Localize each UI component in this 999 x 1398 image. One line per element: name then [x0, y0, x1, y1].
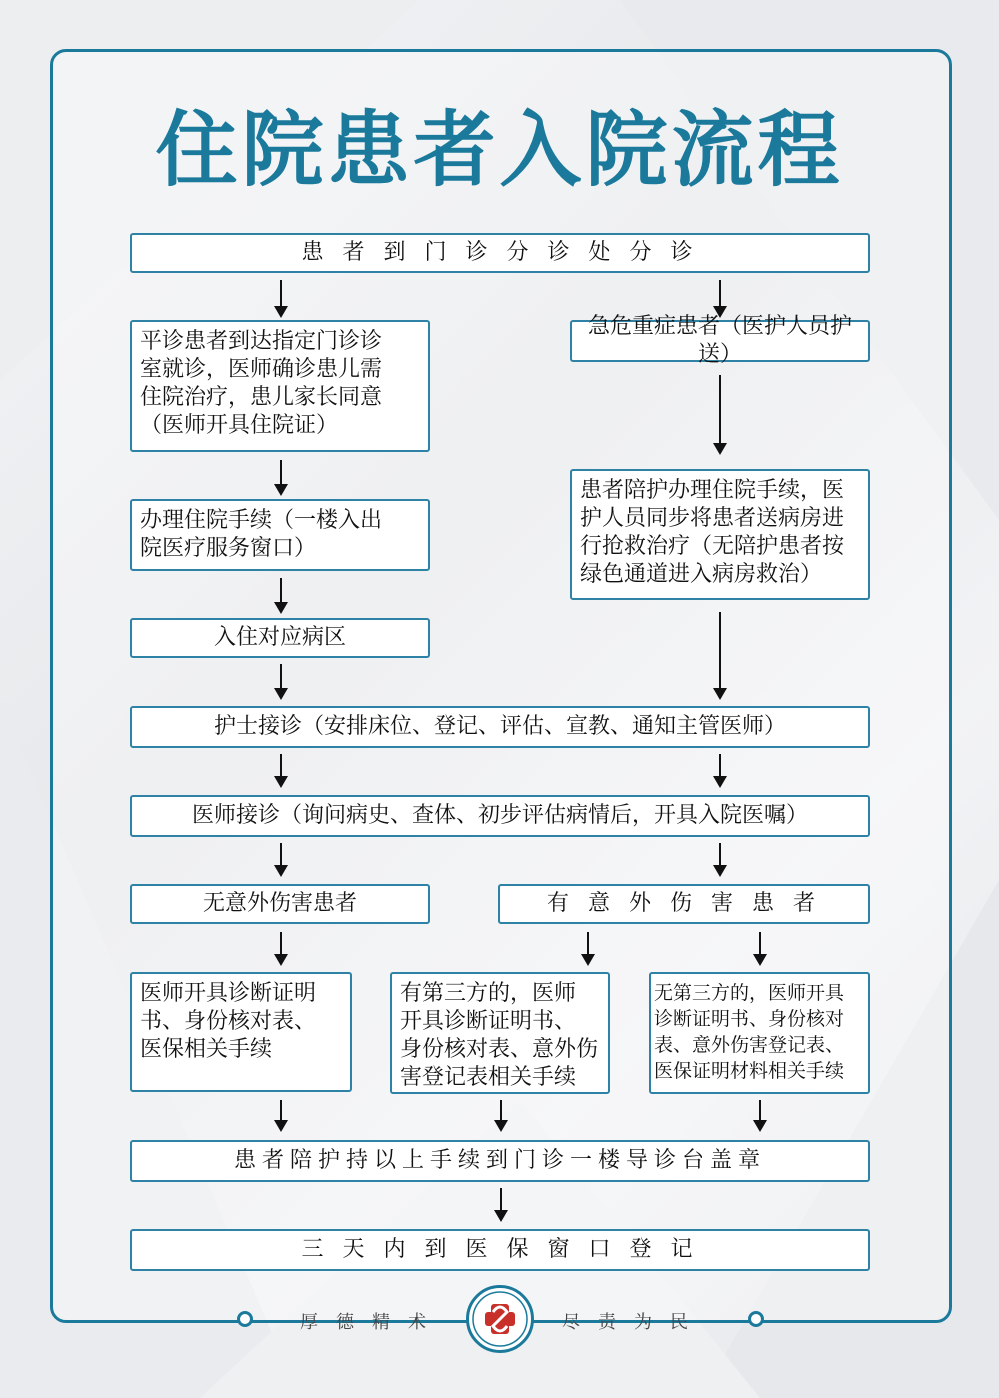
step-handle-admission: 办理住院手续（一楼入出 院医疗服务窗口）	[130, 499, 430, 571]
step-stamp: 患者陪护持以上手续到门诊一楼导诊台盖章	[130, 1140, 870, 1182]
step-emergency-patient: 急危重症患者（医护人员护送）	[570, 320, 870, 362]
step-third-party-docs: 有第三方的，医师 开具诊断证明书、 身份核对表、意外伤 害登记表相关手续	[390, 972, 610, 1094]
step-injury: 有 意 外 伤 害 患 者	[498, 884, 870, 924]
arrow	[719, 754, 721, 778]
step-start: 患 者 到 门 诊 分 诊 处 分 诊	[130, 233, 870, 273]
step-no-injury: 无意外伤害患者	[130, 884, 430, 924]
page-title: 住院患者入院流程	[155, 103, 844, 198]
arrow	[500, 1188, 502, 1212]
step-register: 三 天 内 到 医 保 窗 口 登 记	[130, 1229, 870, 1271]
arrow	[280, 754, 282, 778]
arrow	[280, 460, 282, 486]
arrow	[280, 843, 282, 867]
footer-motto-right: 尽责为民	[562, 1312, 706, 1333]
step-no-third-party-docs: 无第三方的，医师开具 诊断证明书、身份核对 表、意外伤害登记表、 医保证明材料相关手续	[649, 972, 870, 1094]
arrow	[280, 578, 282, 604]
footer-dot-left	[237, 1311, 253, 1327]
step-no-injury-docs: 医师开具诊断证明 书、身份核对表、 医保相关手续	[130, 972, 352, 1092]
step-nurse-reception: 护士接诊（安排床位、登记、评估、宣教、通知主管医师）	[130, 706, 870, 748]
footer-motto-left: 厚德精术	[300, 1312, 444, 1333]
arrow	[280, 932, 282, 956]
arrow	[719, 375, 721, 445]
step-enter-ward: 入住对应病区	[130, 618, 430, 658]
arrow	[759, 932, 761, 956]
arrow	[587, 932, 589, 956]
hospital-logo-icon	[466, 1285, 534, 1353]
step-emergency-escort: 患者陪护办理住院手续，医 护人员同步将患者送病房进 行抢救治疗（无陪护患者按 绿色通道进入病房救治）	[570, 469, 870, 600]
step-doctor-reception: 医师接诊（询问病史、查体、初步评估病情后，开具入院医嘱）	[130, 795, 870, 837]
arrow	[719, 280, 721, 308]
arrow	[280, 664, 282, 690]
step-normal-patient: 平诊患者到达指定门诊诊 室就诊，医师确诊患儿需 住院治疗，患儿家长同意 （医师开具住院证）	[130, 320, 430, 452]
arrow	[280, 1100, 282, 1122]
footer-dot-right	[748, 1311, 764, 1327]
arrow	[280, 280, 282, 308]
arrow	[719, 843, 721, 867]
arrow	[759, 1100, 761, 1122]
arrow	[500, 1100, 502, 1122]
arrow	[719, 612, 721, 690]
